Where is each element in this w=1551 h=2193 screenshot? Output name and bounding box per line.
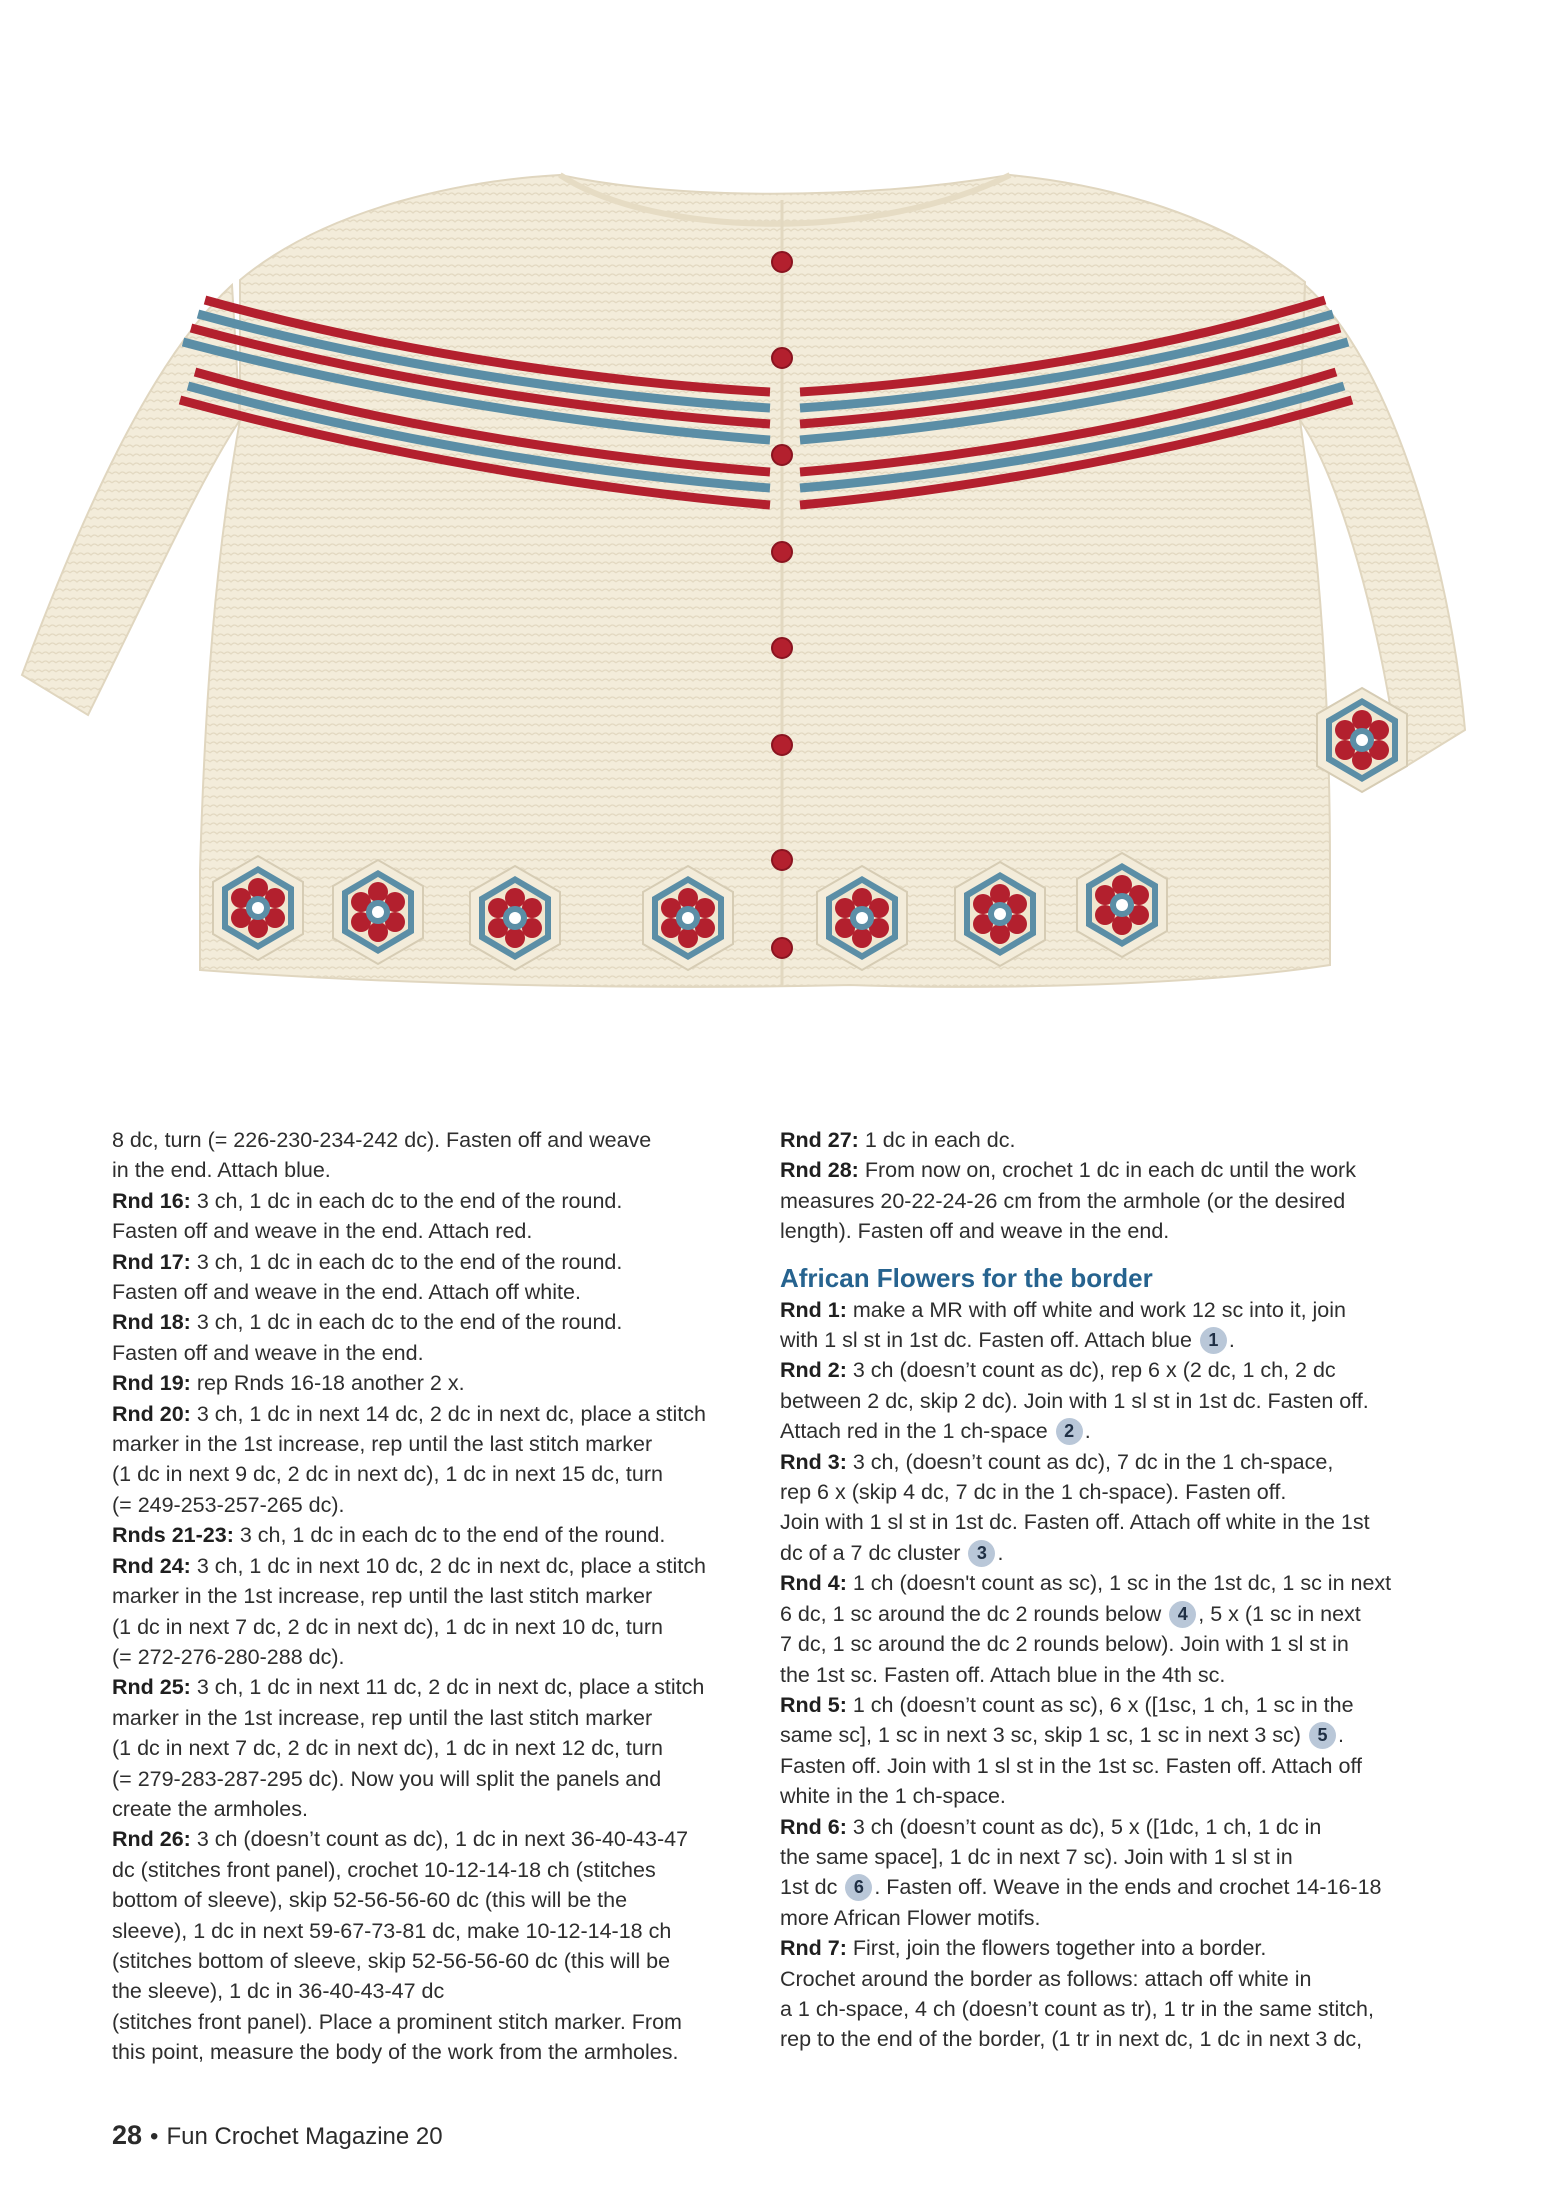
instruction-line <box>780 1964 1440 1994</box>
round-label: Rnd 27: <box>780 1128 859 1152</box>
instruction-text: (stitches bottom of sleeve, skip 52-56-56-60 dc (this will be <box>112 1948 671 1973</box>
instruction-text: more African Flower motifs. <box>780 1905 1041 1930</box>
instruction-line <box>780 1155 1440 1185</box>
cardigan-photo <box>0 0 1551 1090</box>
instruction-line <box>780 1629 1440 1659</box>
instruction-text: (stitches front panel). Place a prominent stitch marker. From <box>112 2009 682 2034</box>
instruction-line <box>112 1399 752 1429</box>
instruction-line <box>780 1477 1440 1507</box>
instruction-line <box>780 1994 1440 2024</box>
instruction-line <box>780 1660 1440 1690</box>
instruction-text: 1 dc in each dc. <box>858 1128 1016 1152</box>
instruction-text: make a MR with off white and work 12 sc into it, join <box>846 1297 1346 1322</box>
round-label: Rnd 2: <box>780 1358 847 1383</box>
instruction-line <box>780 1295 1440 1325</box>
instruction-line <box>112 1672 752 1702</box>
instruction-text: Fasten off and weave in the end. Attach off white. <box>112 1280 581 1305</box>
round-label: Rnd 1: <box>780 1297 847 1322</box>
instruction-text: dc (stitches front panel), crochet 10-12-14-18 ch (stitches <box>112 1857 656 1882</box>
instruction-text: the 1st sc. Fasten off. Attach blue in the 4th sc. <box>780 1662 1226 1687</box>
step-badge: 5 <box>1309 1722 1336 1749</box>
instruction-text: Fasten off. Join with 1 sl st in the 1st sc. Fasten off. Attach off <box>780 1753 1363 1778</box>
instruction-text: 6 dc, 1 sc around the dc 2 rounds below <box>780 1601 1168 1626</box>
instruction-line <box>780 1386 1440 1416</box>
instruction-line <box>112 2007 752 2037</box>
instruction-text: measures 20-22-24-26 cm from the armhole (or the desired <box>780 1188 1346 1213</box>
instruction-line <box>112 1703 752 1733</box>
instruction-text: 3 ch, (doesn’t count as dc), 7 dc in the 1 ch-space, <box>846 1449 1334 1474</box>
instruction-text: . <box>1084 1419 1091 1444</box>
instruction-text: the same space], 1 dc in next 7 sc). Join with 1 sl st in <box>780 1844 1293 1869</box>
instruction-text: From now on, crochet 1 dc in each dc until the work <box>858 1158 1356 1183</box>
instruction-text: 1 ch (doesn’t count as sc), 6 x ([1sc, 1 ch, 1 sc in the <box>846 1692 1354 1717</box>
instruction-text: between 2 dc, skip 2 dc). Join with 1 sl st in 1st dc. Fasten off. <box>780 1388 1369 1413</box>
instruction-text: (1 dc in next 7 dc, 2 dc in next dc), 1 dc in next 12 dc, turn <box>112 1736 663 1761</box>
instruction-text: 3 ch, 1 dc in each dc to the end of the round. <box>233 1523 666 1548</box>
instruction-line <box>780 1812 1440 1842</box>
instruction-text: dc of a 7 dc cluster <box>780 1540 967 1565</box>
round-label: Rnd 20: <box>112 1401 191 1426</box>
instruction-line <box>780 1507 1440 1537</box>
section-heading: African Flowers for the border <box>780 1262 1153 1293</box>
instruction-text: (= 279-283-287-295 dc). Now you will split the panels and <box>112 1766 662 1791</box>
instruction-text: Join with 1 sl st in 1st dc. Fasten off. Attach off white in the 1st <box>780 1510 1370 1535</box>
instruction-line <box>112 1368 752 1398</box>
instructions-right-column <box>780 1125 1440 2055</box>
instruction-text: sleeve), 1 dc in next 59-67-73-81 dc, make 10-12-14-18 ch <box>112 1918 672 1943</box>
instruction-text: 7 dc, 1 sc around the dc 2 rounds below). Join with 1 sl st in <box>780 1632 1349 1657</box>
footer-separator: • <box>150 2123 159 2150</box>
instruction-line <box>780 1355 1440 1385</box>
instructions-left-column <box>112 1125 752 2068</box>
instruction-line <box>780 1842 1440 1872</box>
instruction-line <box>112 1338 752 1368</box>
instruction-line <box>780 2024 1440 2054</box>
instruction-line <box>112 1186 752 1216</box>
instruction-text: First, join the flowers together into a border. <box>846 1936 1267 1961</box>
instruction-line <box>112 1764 752 1794</box>
instruction-text: rep to the end of the border, (1 tr in next dc, 1 dc in next 3 dc, <box>780 2027 1363 2052</box>
instruction-text: (1 dc in next 9 dc, 2 dc in next dc), 1 dc in next 15 dc, turn <box>112 1462 663 1487</box>
instruction-text: Fasten off and weave in the end. <box>112 1340 424 1365</box>
instruction-text: bottom of sleeve), skip 52-56-56-60 dc (this will be the <box>112 1888 628 1913</box>
instruction-text: a 1 ch-space, 4 ch (doesn’t count as tr), 1 tr in the same stitch, <box>780 1996 1374 2021</box>
instruction-text: with 1 sl st in 1st dc. Fasten off. Attach blue <box>780 1328 1198 1353</box>
instruction-line <box>112 1307 752 1337</box>
round-label: Rnd 3: <box>780 1449 847 1474</box>
instruction-text: rep Rnds 16-18 another 2 x. <box>190 1371 465 1396</box>
page-number: 28 <box>112 2120 143 2150</box>
round-label: Rnds 21-23: <box>112 1523 234 1548</box>
instruction-text: marker in the 1st increase, rep until the last stitch marker <box>112 1705 653 1730</box>
round-label: Rnd 25: <box>112 1675 191 1700</box>
instruction-line <box>112 1490 752 1520</box>
instruction-line <box>112 1125 752 1155</box>
instruction-line <box>780 1186 1440 1216</box>
instruction-line <box>112 1216 752 1246</box>
instruction-line <box>112 1581 752 1611</box>
instruction-text: . <box>997 1540 1004 1565</box>
instruction-line <box>112 1612 752 1642</box>
instruction-text: . <box>1228 1328 1235 1353</box>
instruction-text: 3 ch (doesn’t count as dc), 5 x ([1dc, 1 ch, 1 dc in <box>846 1814 1322 1839</box>
instruction-text: 8 dc, turn (= 226-230-234-242 dc). Fasten off and weave <box>112 1128 652 1152</box>
page-footer <box>112 2120 443 2151</box>
round-label: Rnd 26: <box>112 1827 191 1852</box>
instruction-text: 3 ch (doesn’t count as dc), rep 6 x (2 dc, 1 ch, 2 dc <box>846 1358 1336 1383</box>
instruction-text: 3 ch, 1 dc in each dc to the end of the round. <box>190 1188 623 1213</box>
instruction-line <box>112 1247 752 1277</box>
instruction-line <box>780 1125 1440 1155</box>
instruction-text: same sc], 1 sc in next 3 sc, skip 1 sc, 1 sc in next 3 sc) <box>780 1723 1307 1748</box>
instruction-text: rep 6 x (skip 4 dc, 7 dc in the 1 ch-space). Fasten off. <box>780 1480 1287 1505</box>
round-label: Rnd 28: <box>780 1158 859 1183</box>
instruction-text: 3 ch, 1 dc in each dc to the end of the round. <box>190 1249 623 1274</box>
instruction-text: marker in the 1st increase, rep until the last stitch marker <box>112 1584 653 1609</box>
instruction-line <box>780 1538 1440 1568</box>
step-badge: 3 <box>968 1540 995 1567</box>
instruction-text: 3 ch, 1 dc in next 10 dc, 2 dc in next dc, place a stitch <box>190 1553 706 1578</box>
step-badge: 4 <box>1169 1601 1196 1628</box>
african-flower-rounds <box>780 1295 1440 2055</box>
magazine-title: Fun Crochet Magazine 20 <box>166 2123 443 2150</box>
instruction-text: 3 ch, 1 dc in each dc to the end of the round. <box>190 1310 623 1335</box>
instruction-text: 3 ch, 1 dc in next 14 dc, 2 dc in next dc, place a stitch <box>190 1401 706 1426</box>
round-label: Rnd 4: <box>780 1571 847 1596</box>
instruction-text: create the armholes. <box>112 1796 308 1821</box>
instruction-text: length). Fasten off and weave in the end. <box>780 1219 1170 1244</box>
round-label: Rnd 16: <box>112 1188 191 1213</box>
instruction-line <box>780 1720 1440 1750</box>
round-label: Rnd 5: <box>780 1692 847 1717</box>
instruction-line <box>112 1551 752 1581</box>
instruction-text: marker in the 1st increase, rep until the last stitch marker <box>112 1432 653 1457</box>
cardigan-illustration <box>0 0 1551 1090</box>
instruction-line <box>780 1781 1440 1811</box>
instruction-line <box>780 1599 1440 1629</box>
instruction-line <box>780 1216 1440 1246</box>
instruction-line <box>780 1416 1440 1446</box>
instruction-text: Attach red in the 1 ch-space <box>780 1419 1054 1444</box>
instruction-line <box>780 1751 1440 1781</box>
instruction-line <box>112 1794 752 1824</box>
instruction-line <box>112 1946 752 1976</box>
round-label: Rnd 7: <box>780 1936 847 1961</box>
instruction-line <box>780 1872 1440 1902</box>
instruction-line <box>780 1325 1440 1355</box>
instruction-line <box>112 1520 752 1550</box>
instruction-line <box>112 1642 752 1672</box>
instruction-line <box>780 1933 1440 1963</box>
instruction-line <box>112 1429 752 1459</box>
round-label: Rnd 24: <box>112 1553 191 1578</box>
instruction-line <box>112 1459 752 1489</box>
instruction-line <box>112 1885 752 1915</box>
instruction-line <box>112 1824 752 1854</box>
instruction-text: this point, measure the body of the work from the armholes. <box>112 2040 679 2065</box>
instruction-line <box>112 1155 752 1185</box>
instruction-text: white in the 1 ch-space. <box>780 1784 1006 1809</box>
round-label: Rnd 18: <box>112 1310 191 1335</box>
instruction-line <box>780 1903 1440 1933</box>
instruction-line <box>112 1916 752 1946</box>
instruction-text: (1 dc in next 7 dc, 2 dc in next dc), 1 dc in next 10 dc, turn <box>112 1614 663 1639</box>
step-badge: 1 <box>1200 1327 1227 1354</box>
instruction-text: 1 ch (doesn't count as sc), 1 sc in the 1st dc, 1 sc in next <box>846 1571 1392 1596</box>
instruction-line <box>112 1976 752 2006</box>
instruction-text: 1st dc <box>780 1875 844 1900</box>
instruction-text: in the end. Attach blue. <box>112 1158 331 1183</box>
instruction-text: . Fasten off. Weave in the ends and crochet 14-16-18 <box>874 1875 1382 1900</box>
round-label: Rnd 17: <box>112 1249 191 1274</box>
instruction-text: Crochet around the border as follows: attach off white in <box>780 1966 1312 1991</box>
instruction-line <box>780 1447 1440 1477</box>
instruction-line <box>112 1277 752 1307</box>
instruction-text: , 5 x (1 sc in next <box>1198 1601 1361 1626</box>
instruction-line <box>112 2037 752 2067</box>
instruction-text: the sleeve), 1 dc in 36-40-43-47 dc <box>112 1979 445 2004</box>
instruction-text: 3 ch, 1 dc in next 11 dc, 2 dc in next dc, place a stitch <box>190 1675 705 1700</box>
instruction-line <box>112 1855 752 1885</box>
instruction-line <box>780 1690 1440 1720</box>
instruction-line <box>780 1568 1440 1598</box>
instruction-text: Fasten off and weave in the end. Attach red. <box>112 1219 533 1244</box>
instruction-text: 3 ch (doesn’t count as dc), 1 dc in next 36-40-43-47 <box>190 1827 689 1852</box>
round-label: Rnd 6: <box>780 1814 847 1839</box>
right-column-rounds <box>780 1125 1440 1247</box>
instruction-text: (= 249-253-257-265 dc). <box>112 1492 345 1517</box>
instruction-text: . <box>1337 1723 1344 1748</box>
round-label: Rnd 19: <box>112 1371 191 1396</box>
step-badge: 2 <box>1056 1418 1083 1445</box>
step-badge: 6 <box>845 1874 872 1901</box>
instruction-line <box>112 1733 752 1763</box>
instruction-text: (= 272-276-280-288 dc). <box>112 1644 345 1669</box>
